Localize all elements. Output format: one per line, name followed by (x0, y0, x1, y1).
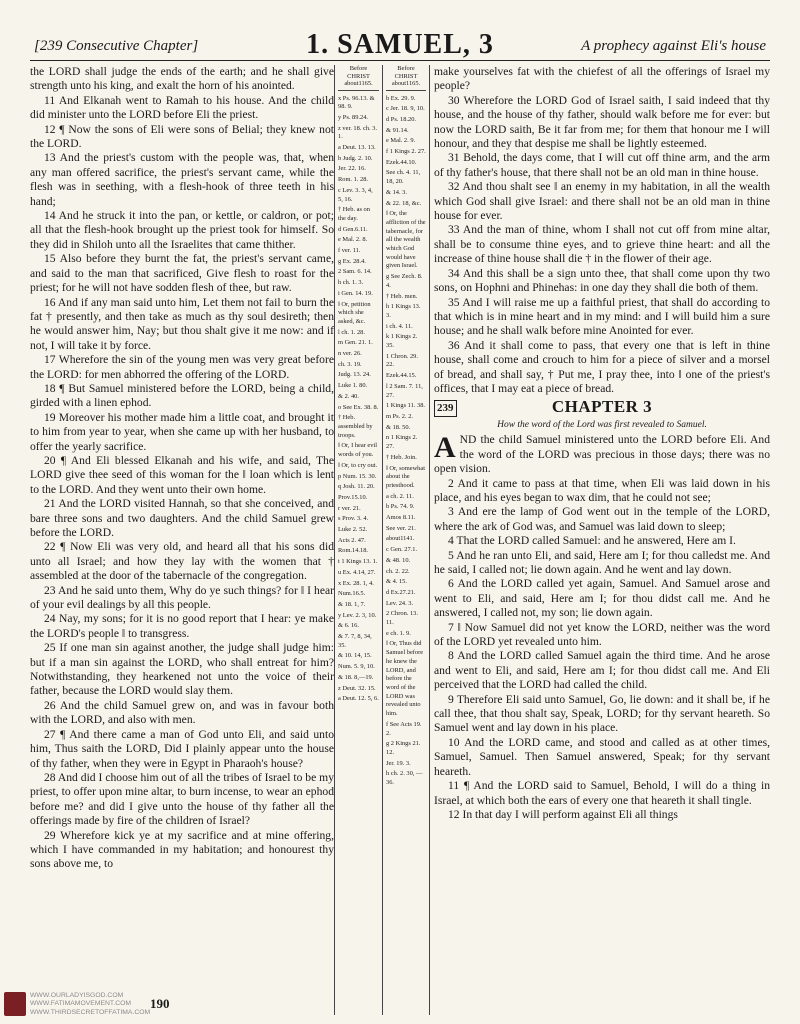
cross-reference: Judg. 13. 24. (338, 371, 371, 379)
verse: 8 And the LORD called Samuel again the third time. And he arose and went to Eli, and said, Here am I; for thou didst call me. And Eli perceived that the LORD had called the child. (434, 649, 770, 692)
consecutive-chapter-label: [239 Consecutive Chapter] (34, 38, 199, 54)
verse: 19 Moreover his mother made him a little coat, and brought it to him from year to year, when she came up with her husband, to offer the yearly sacrifice. (30, 410, 334, 453)
cross-reference: Rom. 1. 28. (338, 176, 369, 184)
cross-reference: k 1 Kings 2. 35. (386, 333, 418, 350)
cross-reference: Prov.15.10. (338, 493, 368, 501)
cross-reference: Jer. 19. 3. (386, 759, 411, 767)
text-columns (30, 65, 770, 1015)
verse: 18 ¶ But Samuel ministered before the LORD, being a child, girded with a linen ephod. (30, 381, 334, 410)
cross-reference: c Jer. 18. 9, 10. (386, 105, 425, 113)
cross-reference: h ch. 2. 30, —36. (386, 770, 423, 787)
verse: 29 Wherefore kick ye at my sacrifice and at mine offering, which I have commanded in my habitation; and honourest thy sons above me, to (30, 828, 334, 871)
cross-reference: s Prov. 3. 4. (338, 515, 369, 523)
cross-reference: g See Zech. 8. 4. (386, 273, 423, 289)
verse: 12 ¶ Now the sons of Eli were sons of Belial; they knew not the LORD. (30, 122, 334, 151)
cross-reference: n ver. 26. (338, 350, 362, 358)
cross-reference: & 14. 3. (386, 188, 407, 196)
running-head: A prophecy against Eli's house (581, 38, 766, 54)
cross-reference: ch. 2. 22. (386, 567, 410, 575)
reference-column-2 (382, 65, 430, 1015)
footer-url[interactable]: WWW.FATIMAMOVEMENT.COM (30, 1000, 132, 1008)
verse: 21 And the LORD visited Hannah, so that she conceived, and bare three sons and two daughters. And the child Samuel grew before the LORD. (30, 497, 334, 539)
verse: 30 Wherefore the LORD God of Israel saith, I said indeed that thy house, and the house of thy father, should walk before me for ever: but now the LORD saith, Be it far from me; for them that honour me I will honour, and they that despise me shall be lightly esteemed. (434, 93, 770, 151)
cross-reference: Luke 1. 80. (338, 382, 368, 390)
cross-reference: o See Ex. 38. 8. (338, 403, 379, 411)
verse: 22 ¶ Now Eli was very old, and heard all that his sons did unto all Israel; and how they lay with the women that † assembled at the door of the tabernacle of the congregation. (30, 540, 334, 583)
cross-reference: n 1 Kings 2. 27. (386, 434, 418, 451)
verse: 24 Nay, my sons; for it is no good report that I hear: ye make the LORD's people ‖ to transgress. (30, 612, 334, 640)
book-chapter-title: 1. SAMUEL, 3 (306, 29, 494, 60)
cross-reference: ‖ Or, somewhat about the priesthood. (386, 464, 425, 489)
cross-reference: Jer. 22. 16. (338, 165, 366, 173)
cross-reference: f ver. 11. (338, 247, 361, 255)
cross-reference: ‖ Or, to cry out. (338, 461, 378, 469)
cross-reference: Num. 5. 9, 10. (338, 663, 375, 671)
cross-reference: ch. 3. 19. (338, 360, 362, 368)
ref-col-1-header: Before CHRIST about1165. (338, 65, 379, 91)
cross-reference: x Ps. 96.13. & 98. 9. (338, 94, 375, 111)
cross-reference: b Ex. 29. 9. (386, 94, 416, 102)
cross-reference: 1 Chron. 29. 22. (386, 352, 418, 369)
cross-reference: y Ps. 89.24. (338, 113, 369, 121)
verse: 20 ¶ And Eli blessed Elkanah and his wife, and said, The LORD give thee seed of this woman for the ‖ loan which is lent to the LORD. And they went unto their own home. (30, 453, 334, 496)
cross-reference: & 18. 50. (386, 423, 411, 431)
reference-column-1 (334, 65, 382, 1015)
cross-reference: Amos 8.11. (386, 514, 416, 522)
verse: 9 Therefore Eli said unto Samuel, Go, lie down: and it shall be, if he call thee, that thou shalt say, Speak, LORD; for thy servant heareth. So Samuel went and lay down in his place. (434, 692, 770, 735)
page-header (30, 28, 770, 61)
cross-reference: ‖ Or, Thus did Samuel before he knew the LORD, and before the word of the LORD was revealed unto him. (386, 640, 424, 718)
verse: 34 And this shall be a sign unto thee, that shall come upon thy two sons, on Hophni and Phinehas: in one day they shall die both of them. (434, 266, 770, 295)
cross-reference: e Mal. 2. 9. (386, 137, 416, 145)
cross-reference: t 1 Kings 13. 1. (338, 558, 378, 566)
cross-reference: See ch. 4. 11, 18, 20. (386, 169, 421, 186)
cross-reference: & 2. 40. (338, 392, 359, 400)
cross-reference: Rom.14.18. (338, 547, 369, 555)
cross-reference: ‖ Or, the affliction of the tabernacle, for all the wealth which God would have given Israel. (386, 210, 426, 270)
verse: 7 ‖ Now Samuel did not yet know the LORD, neither was the word of the LORD yet revealed unto him. (434, 620, 770, 649)
cross-reference: c Lev. 3. 3, 4, 5, 16. (338, 186, 373, 203)
page-number: 190 (150, 996, 170, 1011)
page-footer (0, 990, 300, 1020)
cross-reference: † Heb. assembled by troops. (338, 414, 373, 439)
verse: 15 Also before they burnt the fat, the priest's servant came, and said to the man that sacrificed, Give flesh to roast for the priest; for he will not have sodden flesh of thee, but raw. (30, 252, 334, 295)
chapter-title: CHAPTER 3 (551, 397, 653, 417)
cross-reference: m Gen. 21. 1. (338, 339, 373, 347)
cross-reference: & 10. 14, 15. (338, 652, 372, 660)
cross-reference: e Mal. 2. 8. (338, 236, 368, 244)
cross-reference: i ch. 4. 11. (386, 322, 413, 330)
footer-url[interactable]: WWW.OURLADYISGOD.COM (30, 992, 124, 999)
verse: 5 And he ran unto Eli, and said, Here am I; for thou calledst me. And he said, I called not; lie down again. And he went and lay down. (434, 548, 770, 576)
cross-reference: & 22. 18, &c. (386, 199, 422, 207)
cross-reference: e ch. 1. 9. (386, 629, 411, 637)
verse: 25 If one man sin against another, the judge shall judge him: but if a man sin against the LORD, who shall entreat for him? Notwithstanding, they hearkened not unto the voice of their father, because the LORD would slay them. (30, 641, 334, 698)
verse: 32 And thou shalt see ‖ an enemy in my habitation, in all the wealth which God shall give Israel: and there shall not be an old man in thine house for ever. (434, 180, 770, 223)
chapter-2-continuation (434, 65, 770, 396)
verse: 27 ¶ And there came a man of God unto Eli, and said unto him, Thus saith the LORD, Did I plainly appear unto the house of thy father, when they were in Egypt in Pharaoh's house? (30, 727, 334, 770)
cross-reference: h ch. 1. 3. (338, 279, 364, 287)
cross-reference: d Ps. 18.20. (386, 115, 417, 123)
cross-reference: c Gen. 27.1. (386, 546, 418, 554)
cross-reference: r ver. 21. (338, 504, 361, 512)
drop-cap: A (434, 431, 456, 465)
verse: 11 ¶ And the LORD said to Samuel, Behold, I will do a thing in Israel, at which both the ears of every one that heareth it shall tingle. (434, 779, 770, 807)
footer-urls (30, 992, 150, 1017)
cross-reference: ‖ Or, petition which she asked, &c. (338, 300, 371, 325)
cross-reference: b Judg. 2. 10. (338, 154, 373, 162)
verse: 13 And the priest's custom with the people was, that, when any man offered sacrifice, the priest's servant came, while the flesh was in seething, with a flesh-hook of three teeth in his hand; (30, 151, 334, 208)
cross-reference: 1 Kings 11. 38. (386, 402, 425, 410)
cross-reference: Lev. 24. 3. (386, 599, 414, 607)
verse: 23 And he said unto them, Why do ye such things? for ‖ I hear of your evil dealings by all this people. (30, 583, 334, 612)
cross-reference: g 2 Kings 21. 12. (386, 740, 421, 756)
verse: 28 And did I choose him out of all the tribes of Israel to be my priest, to offer upon mine altar, to burn incense, to wear an ephod before me? and did I give unto the house of thy father all the offerings made by fire of the children of Israel? (30, 770, 334, 828)
verse: the LORD shall judge the ends of the earth; and he shall give strength unto his king, and exalt the horn of his anointed. (30, 65, 334, 93)
cross-reference: & 18. 1, 7. (338, 600, 366, 608)
cross-reference: See ver. 21. (386, 524, 416, 532)
chapter-3-text (434, 433, 770, 822)
cross-reference: & 4. 15. (386, 578, 407, 586)
cross-reference: i Gen. 14. 19. (338, 289, 373, 297)
verse: ND the child Samuel ministered unto the LORD before Eli. And the word of the LORD was precious in those days; there was no open vision. (434, 433, 770, 476)
cross-reference: † Heb. Join. (386, 453, 417, 461)
site-logo-icon (4, 992, 26, 1016)
cross-reference: z Deut. 32. 15. (338, 684, 376, 692)
verse: 36 And it shall come to pass, that every one that is left in thine house, shall come and crouch to him for a piece of silver and a morsel of bread, and shall say, † Put me, I pray thee, into ‖ one of the priest's offices, that I may eat a piece of bread. (434, 338, 770, 395)
cross-reference: † Heb. men. (386, 292, 418, 300)
left-text-column (30, 65, 334, 1015)
cross-reference: 2 Sam. 6. 14. (338, 268, 372, 276)
cross-reference: 2 Chron. 13. 11. (386, 610, 418, 627)
cross-reference: & 18. 8,—19. (338, 673, 374, 681)
chapter-heading (434, 397, 770, 420)
cross-reference: a ch. 2. 11. (386, 492, 414, 500)
verse: 4 That the LORD called Samuel: and he answered, Here am I. (448, 534, 736, 548)
verse: make yourselves fat with the chiefest of all the offerings of Israel my people? (434, 65, 770, 93)
cross-reference: & 91.14. (386, 126, 409, 134)
cross-reference: d Gen.6.11. (338, 225, 368, 233)
cross-reference: l ch. 1. 28. (338, 328, 365, 336)
verse: 33 And the man of thine, whom I shall not cut off from mine altar, shall be to consume thine eyes, and to grieve thine heart: and all the increase of thine house shall die † in the flower of their age. (434, 223, 770, 266)
ref-col-2-header: Before CHRIST about1165. (386, 65, 426, 91)
cross-reference: ‖ Or, I hear evil words of you. (338, 442, 377, 459)
cross-reference: x Ex. 28. 1, 4. (338, 579, 374, 587)
verse: 14 And he struck it into the pan, or kettle, or caldron, or pot; all that the flesh-hook brought up the priest took for himself. So they did in Shiloh unto all the Israelites that came thither. (30, 209, 334, 251)
chapter-number-box: 239 (434, 400, 457, 416)
cross-reference: about1141. (386, 535, 415, 543)
verse: 10 And the LORD came, and stood and called as at other times, Samuel, Samuel. Then Samuel answered, Speak; for thy servant heareth. (434, 735, 770, 778)
verse: 6 And the LORD called yet again, Samuel. And Samuel arose and went to Eli, and said, Here am I; for thou didst call me. And he answered, I called not, my son; lie down again. (434, 577, 770, 620)
cross-reference: f See Acts 19. 2. (386, 720, 422, 737)
cross-reference: Ezek.44.10. (386, 158, 417, 166)
right-text-column (430, 65, 770, 1015)
verse: 16 And if any man said unto him, Let them not fail to burn the fat † presently, and then take as much as thy soul desireth; then he would answer him, Nay; but thou shalt give it me now: and if not, I will take it by force. (30, 295, 334, 352)
cross-reference: z ver. 18. ch. 3. 1. (338, 124, 378, 141)
cross-reference: & 6. 16. (338, 622, 359, 630)
cross-reference: Ezek.44.15. (386, 372, 417, 380)
cross-reference: u Ex. 4.14, 27. (338, 568, 376, 576)
cross-reference: q Josh. 11. 20. (338, 483, 375, 491)
verse: 26 And the child Samuel grew on, and was in favour both with the LORD, and also with men. (30, 698, 334, 727)
verse: 31 Behold, the days come, that I will cut off thine arm, and the arm of thy father's house, that there shall not be an old man in thine house. (434, 151, 770, 179)
cross-reference: Acts 2. 47. (338, 536, 366, 544)
verse: 17 Wherefore the sin of the young men was very great before the LORD: for men abhorred the offering of the LORD. (30, 353, 334, 381)
cross-reference: l 2 Sam. 7. 11, 27. (386, 382, 423, 399)
cross-reference: & 7. 7, 8, 34, 35. (338, 633, 372, 649)
cross-reference: b Ps. 74. 9. (386, 503, 415, 511)
cross-reference: a Deut. 12. 5, 6. (338, 695, 379, 703)
verse: 35 And I will raise me up a faithful priest, that shall do according to that which is in mine heart and in my mind: and I will build him a sure house; and he shall walk before mine Anointed for ever. (434, 295, 770, 338)
verse: 12 In that day I will perform against Eli all things (448, 807, 678, 821)
verse: 2 And it came to pass at that time, when Eli was laid down in his place, and his eyes began to wax dim, that he could not see; (434, 476, 770, 504)
cross-reference: h 1 Kings 13. 3. (386, 303, 421, 319)
cross-reference: p Num. 15. 30. (338, 472, 377, 480)
cross-reference: m Ps. 2. 2. (386, 413, 413, 420)
cross-reference: y Lev. 2. 3, 10. (338, 611, 377, 619)
chapter-summary: How the word of the Lord was first revealed to Samuel. (497, 420, 707, 431)
cross-reference: & 48. 10. (386, 556, 411, 564)
cross-reference: g Ex. 28.4. (338, 257, 366, 265)
cross-reference: † Heb. as on the day. (338, 206, 370, 222)
cross-reference: a Deut. 13. 13. (338, 144, 376, 152)
verse: 3 And ere the lamp of God went out in the temple of the LORD, where the ark of God was, and Samuel was laid down to sleep; (434, 505, 770, 533)
cross-reference: Num.16.5. (338, 590, 366, 598)
cross-reference: Luke 2. 52. (338, 526, 368, 534)
footer-url[interactable]: WWW.THIRDSECRETOFFATIMA.COM (30, 1008, 151, 1016)
cross-reference: d Ex.27.21. (386, 588, 416, 596)
verse: 11 And Elkanah went to Ramah to his house. And the child did minister unto the LORD before Eli the priest. (30, 93, 334, 122)
cross-reference: f 1 Kings 2. 27. (386, 148, 426, 156)
